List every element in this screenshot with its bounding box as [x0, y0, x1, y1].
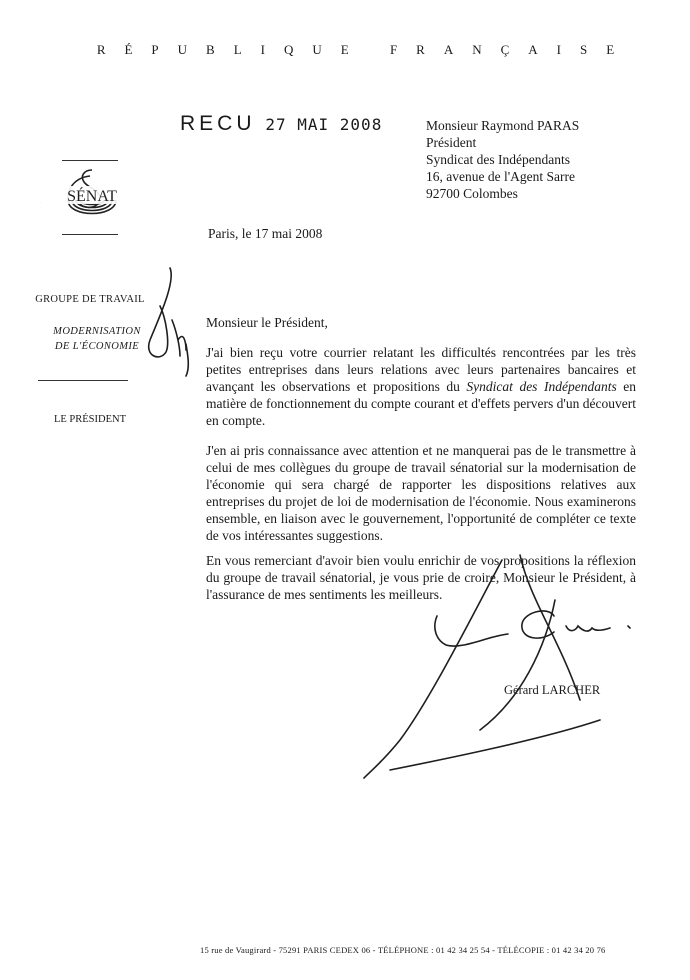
paragraph-1-text-end: en matière de fonctionnement du compte courant et d'effets pervers d'un découvert en compte. — [206, 379, 636, 428]
recipient-line: Président — [426, 135, 477, 150]
footer-address: 15 rue de Vaugirard - 75291 PARIS CEDEX 06 - TÉLÉPHONE : 01 42 34 25 54 - TÉLÉCOPIE : 01 42 34 20 76 — [200, 945, 606, 955]
syndicate-name: Syndicat des Indépendants — [466, 379, 617, 394]
paragraph-2: J'en ai pris connaissance avec attention et ne manquerai pas de le transmettre à celui de mes collègues du groupe de travail sénatorial sur la modernisation de l'économie qui sera chargé de rapporter les dispositions relatives aux entreprises du projet de loi de modernisation de l'économie. Nous examinerons ensemble, en liaison avec le gouvernement, l'opportunité de compléter ce texte de vos intéressantes suggestions. — [206, 443, 636, 543]
paragraph-1-text: J'ai bien reçu votre courrier relatant les difficultés rencontrées par les très petites entreprises dans leurs relations avec leurs partenaires bancaires et avançant les observations et propositions du — [206, 345, 636, 394]
letterhead-title: RÉPUBLIQUE FRANÇAISE — [96, 42, 634, 57]
recipient-line: Monsieur Raymond PARAS — [426, 118, 580, 133]
sidebar-group-label: GROUPE DE TRAVAIL — [35, 294, 145, 305]
signature-stroke — [628, 626, 630, 628]
letter-date: Paris, le 17 mai 2008 — [208, 226, 323, 241]
sidebar-modernisation-line1: MODERNISATION — [53, 326, 141, 337]
paragraph-3: En vous remerciant d'avoir bien voulu enrichir de vos propositions la réflexion du groupe de travail sénatorial, je vous prie de croire, Monsieur le Président, à l'assurance de mes sentiments les meilleurs. — [206, 553, 636, 602]
signature-stroke — [435, 616, 508, 646]
sidebar-president: LE PRÉSIDENT — [53, 414, 127, 425]
senat-logo-text: SÉNAT — [67, 188, 117, 205]
signature-diagonal — [520, 555, 580, 700]
signature-diagonal — [390, 720, 600, 770]
received-stamp-date: 27 MAI 2008 — [265, 115, 383, 134]
sidebar-modernisation-line2: DE L'ÉCONOMIE — [54, 341, 140, 352]
signature-diagonal — [364, 560, 502, 778]
margin-initials — [149, 268, 189, 376]
received-stamp-label: RECU — [180, 112, 256, 135]
recipient-line: 92700 Colombes — [426, 186, 518, 201]
recipient-line: Syndicat des Indépendants — [426, 152, 570, 167]
salutation: Monsieur le Président, — [206, 315, 328, 330]
signature-stroke — [566, 626, 610, 631]
recipient-line: 16, avenue de l'Agent Sarre — [426, 169, 576, 184]
signer-name: Gérard LARCHER — [504, 683, 601, 697]
signature-diagonal — [480, 600, 555, 730]
